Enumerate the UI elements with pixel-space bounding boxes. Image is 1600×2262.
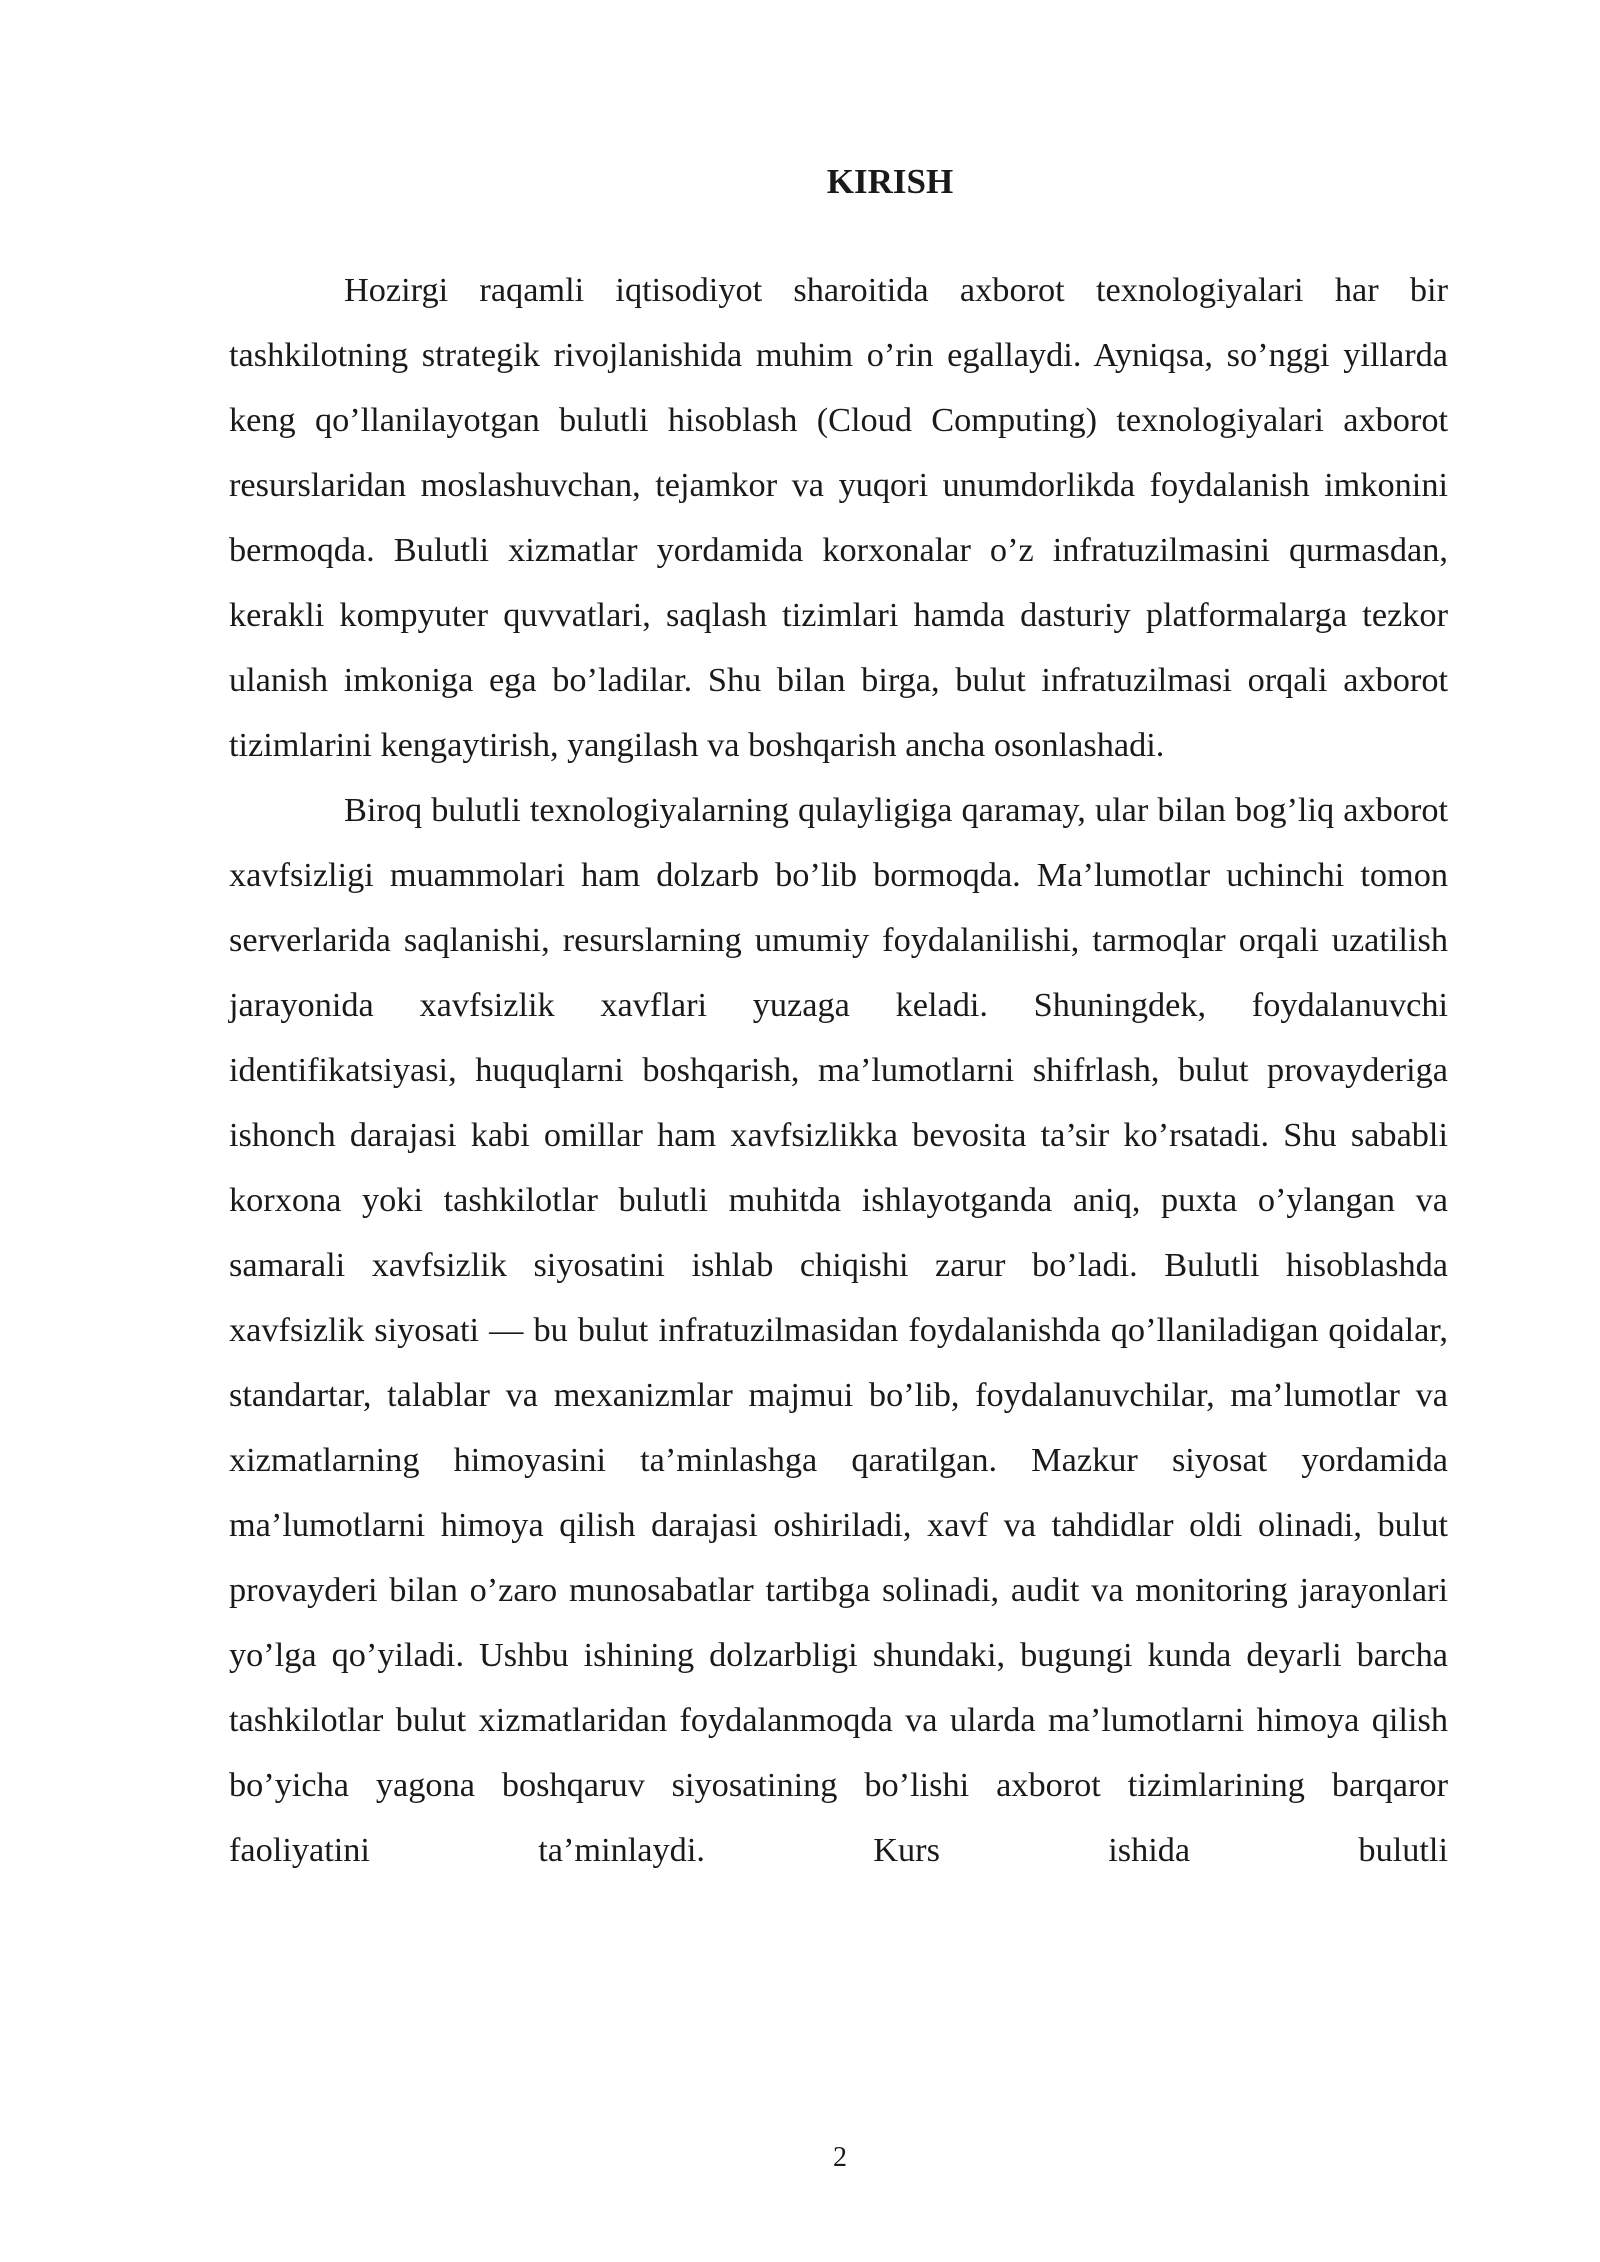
paragraph-intro: Hozirgi raqamli iqtisodiyot sharoitida axborot texnologiyalari har bir tashkilotning strategik rivojlanishida muhim o’rin egallaydi. Ayniqsa, so’nggi yillarda keng qo’llanilayotgan bulutli hisoblash (Cloud Computing) texnologiyalari axborot resurslaridan moslashuvchan, tejamkor va yuqori unumdorlikda foydalanish imkonini bermoqda. Bulutli xizmatlar yordamida korxonalar o’z infratuzilmasini qurmasdan, kerakli kompyuter quvvatlari, saqlash tizimlari hamda dasturiy platformalarga tezkor ulanish imkoniga ega bo’ladilar. Shu bilan birga, bulut infratuzilmasi orqali axborot tizimlarini kengaytirish, yangilash va boshqarish ancha osonlashadi. — [229, 271, 1448, 764]
body-text — [229, 258, 1448, 1883]
page-number: 2 — [833, 2142, 847, 2173]
paragraph-security: Biroq bulutli texnologiyalarning qulayligiga qaramay, ular bilan bog’liq axborot xavfsizligi muammolari ham dolzarb bo’lib bormoqda. Ma’lumotlar uchinchi tomon serverlarida saqlanishi, resurslarning umumiy foydalanilishi, tarmoqlar orqali uzatilish jarayonida xavfsizlik xavflari yuzaga keladi. Shuningdek, foydalanuvchi identifikatsiyasi, huquqlarni boshqarish, ma’lumotlarni shifrlash, bulut provayderiga ishonch darajasi kabi omillar ham xavfsizlikka bevosita ta’sir ko’rsatadi. Shu sababli korxona yoki tashkilotlar bulutli muhitda ishlayotganda aniq, puxta o’ylangan va samarali xavfsizlik siyosatini ishlab chiqishi zarur bo’ladi. Bulutli hisoblashda xavfsizlik siyosati — bu bulut infratuzilmasidan foydalanishda qo’llaniladigan qoidalar, standartar, talablar va mexanizmlar majmui bo’lib, foydalanuvchilar, ma’lumotlar va xizmatlarning himoyasini ta’minlashga qaratilgan. Mazkur siyosat yordamida ma’lumotlarni himoya qilish darajasi oshiriladi, xavf va tahdidlar oldi olinadi, bulut provayderi bilan o’zaro munosabatlar tartibga solinadi, audit va monitoring jarayonlari yo’lga qo’yiladi. Ushbu ishining dolzarbligi shundaki, bugungi kunda deyarli barcha tashkilotlar bulut xizmatlaridan foydalanmoqda va ularda ma’lumotlarni himoya qilish bo’yicha yagona boshqaruv siyosatining bo’lishi axborot tizimlarining barqaror faoliyatini ta’minlaydi. Kurs ishida bulutli — [229, 791, 1448, 1869]
page-title: KIRISH — [826, 162, 954, 201]
